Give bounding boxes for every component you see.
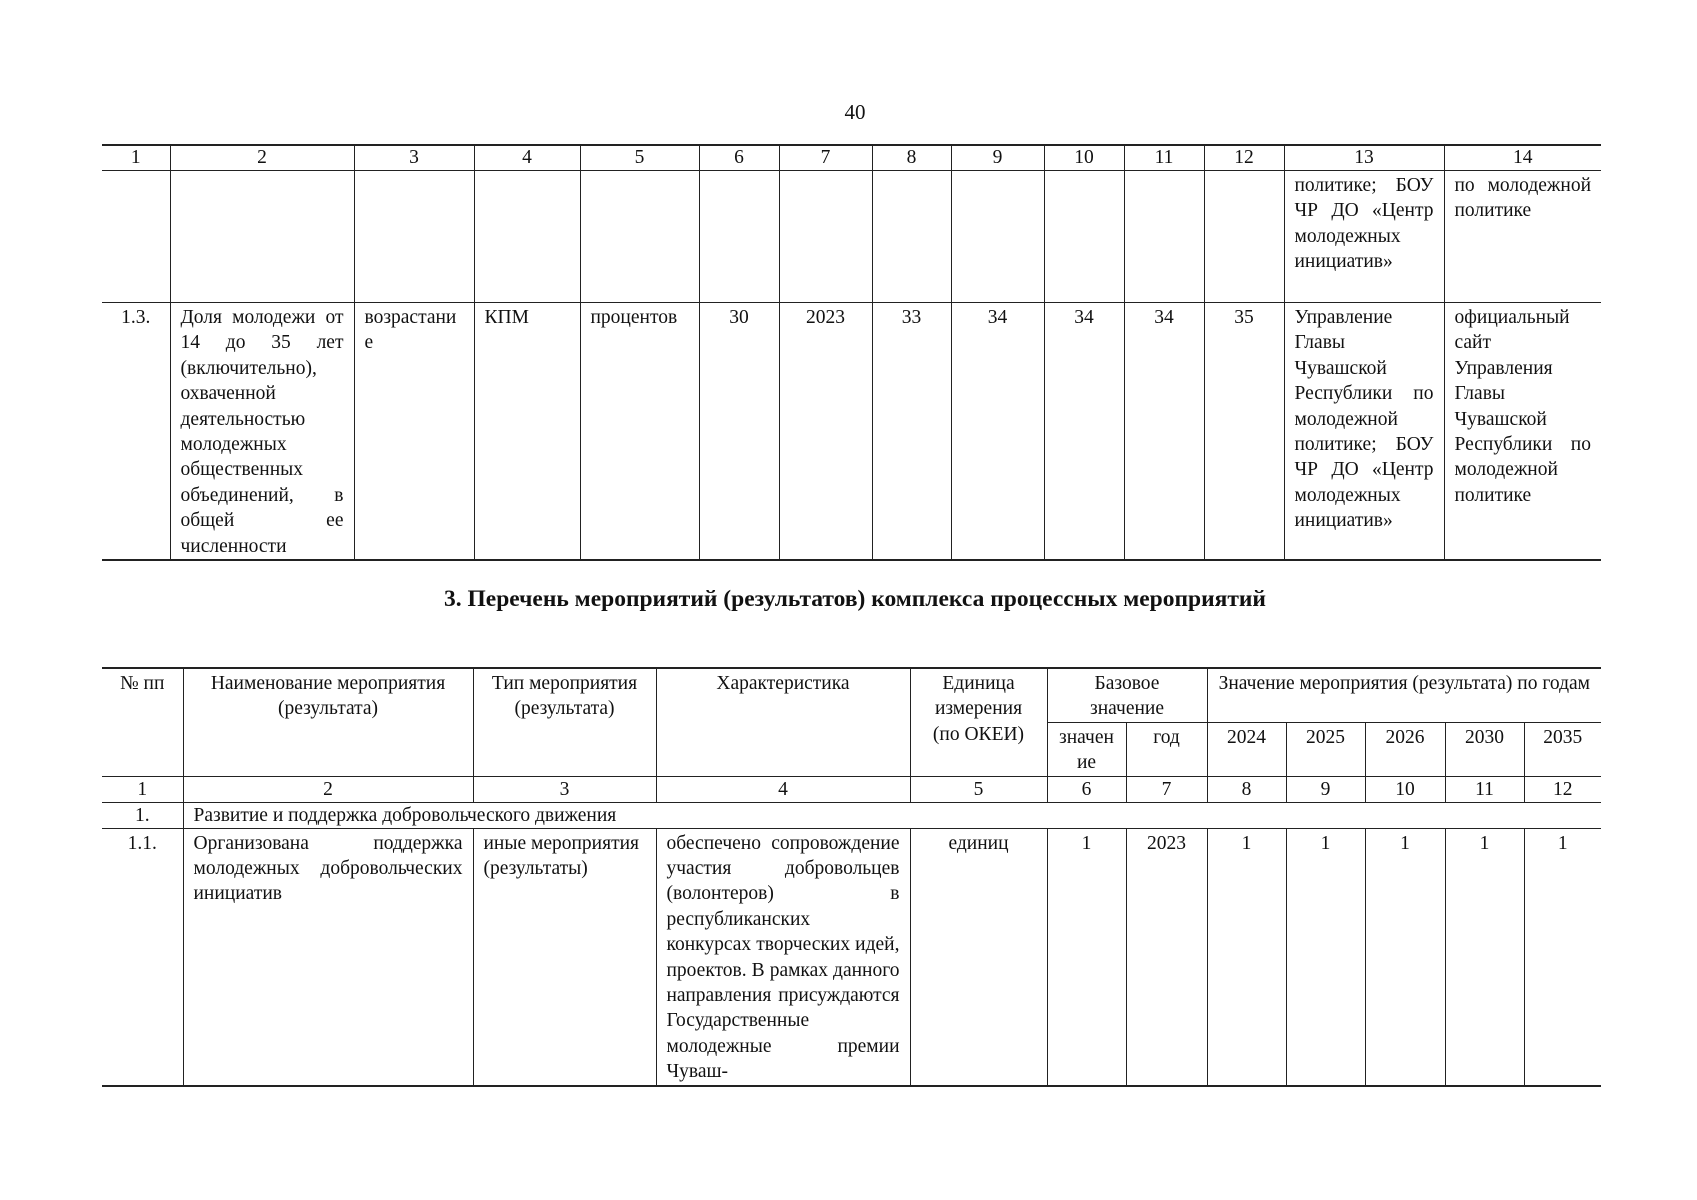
header-name: Наименование мероприятия (результата) — [183, 668, 473, 776]
table-row — [102, 303, 1601, 561]
column-number-row — [102, 145, 1601, 171]
activity-unit: единиц — [910, 828, 1047, 1086]
source-cell: официальный сайт Управления Главы Чувашской Республики по молодежной политике — [1444, 303, 1601, 561]
year-value: 1 — [1365, 828, 1445, 1086]
activity-type: иные мероприятия (результаты) — [473, 828, 656, 1086]
header-base-year: год — [1126, 722, 1207, 776]
header-base: Базовое значение — [1047, 668, 1207, 722]
section-heading: 3. Перечень мероприятий (результатов) комплекса процессных мероприятий — [444, 586, 1266, 612]
year-value: 35 — [1204, 303, 1284, 561]
header-characteristic: Характеристика — [656, 668, 910, 776]
column-number: 6 — [1047, 776, 1126, 802]
header-number: № пп — [102, 668, 183, 776]
column-number: 12 — [1524, 776, 1601, 802]
source-cell: по молодежной политике — [1444, 171, 1601, 303]
header-unit: Единица измерения (по ОКЕИ) — [910, 668, 1047, 776]
activities-table — [102, 667, 1601, 1087]
responsible-cell: Управление Главы Чувашской Республики по молодежной политике; БОУ ЧР ДО «Центр молодежных инициатив» — [1284, 303, 1444, 561]
column-number: 1 — [102, 776, 183, 802]
column-number: 5 — [910, 776, 1047, 802]
column-number: 6 — [699, 145, 779, 171]
year-value: 1 — [1286, 828, 1365, 1086]
indicator-level: КПМ — [474, 303, 580, 561]
column-number: 9 — [1286, 776, 1365, 802]
column-number: 11 — [1124, 145, 1204, 171]
row-number: 1.1. — [102, 828, 183, 1086]
column-number: 8 — [1207, 776, 1286, 802]
column-number: 10 — [1365, 776, 1445, 802]
responsible-cell: политике; БОУ ЧР ДО «Центр молодежных инициатив» — [1284, 171, 1444, 303]
header-type: Тип мероприятия (результата) — [473, 668, 656, 776]
indicator-type: возрастание — [354, 303, 474, 561]
year-value: 1 — [1445, 828, 1524, 1086]
column-number: 7 — [779, 145, 872, 171]
row-number: 1.3. — [102, 303, 170, 561]
column-number: 2 — [183, 776, 473, 802]
page-number: 40 — [844, 100, 866, 124]
header-year: 2025 — [1286, 722, 1365, 776]
year-value: 34 — [1044, 303, 1124, 561]
header-values: Значение мероприятия (результата) по годам — [1207, 668, 1601, 722]
column-number: 1 — [102, 145, 170, 171]
column-number: 5 — [580, 145, 699, 171]
column-number: 9 — [951, 145, 1044, 171]
base-year: 2023 — [1126, 828, 1207, 1086]
section-number: 1. — [102, 802, 183, 828]
header-year: 2035 — [1524, 722, 1601, 776]
table-row — [102, 828, 1601, 1086]
column-number: 3 — [354, 145, 474, 171]
header-year: 2024 — [1207, 722, 1286, 776]
activity-characteristic: обеспечено сопровождение участия добровольцев (волонтеров) в республиканских конкурсах творческих идей, проектов. В рамках данного направления присуждаются Государственные молодежные премии Чуваш- — [656, 828, 910, 1086]
header-year: 2026 — [1365, 722, 1445, 776]
column-number: 4 — [474, 145, 580, 171]
column-number: 14 — [1444, 145, 1601, 171]
year-value: 1 — [1524, 828, 1601, 1086]
continuation-row — [102, 171, 1601, 303]
base-value: 30 — [699, 303, 779, 561]
column-number: 2 — [170, 145, 354, 171]
column-number-row — [102, 776, 1601, 802]
base-year: 2023 — [779, 303, 872, 561]
year-value: 1 — [1207, 828, 1286, 1086]
column-number: 3 — [473, 776, 656, 802]
column-number: 4 — [656, 776, 910, 802]
header-year: 2030 — [1445, 722, 1524, 776]
column-number: 8 — [872, 145, 951, 171]
year-value: 33 — [872, 303, 951, 561]
indicator-name: Доля молодежи от 14 до 35 лет (включительно), охваченной деятельностью молодежных общественных объединений, в общей ее численности — [170, 303, 354, 561]
section-title: Развитие и поддержка добровольческого движения — [183, 802, 1601, 828]
indicators-table — [102, 144, 1601, 561]
header-base-value: значение — [1047, 722, 1126, 776]
column-number: 11 — [1445, 776, 1524, 802]
header-row — [102, 668, 1601, 722]
indicator-unit: процентов — [580, 303, 699, 561]
column-number: 13 — [1284, 145, 1444, 171]
year-value: 34 — [951, 303, 1044, 561]
column-number: 10 — [1044, 145, 1124, 171]
section-row — [102, 802, 1601, 828]
column-number: 7 — [1126, 776, 1207, 802]
column-number: 12 — [1204, 145, 1284, 171]
year-value: 34 — [1124, 303, 1204, 561]
base-value: 1 — [1047, 828, 1126, 1086]
activity-name: Организована поддержка молодежных добровольческих инициатив — [183, 828, 473, 1086]
